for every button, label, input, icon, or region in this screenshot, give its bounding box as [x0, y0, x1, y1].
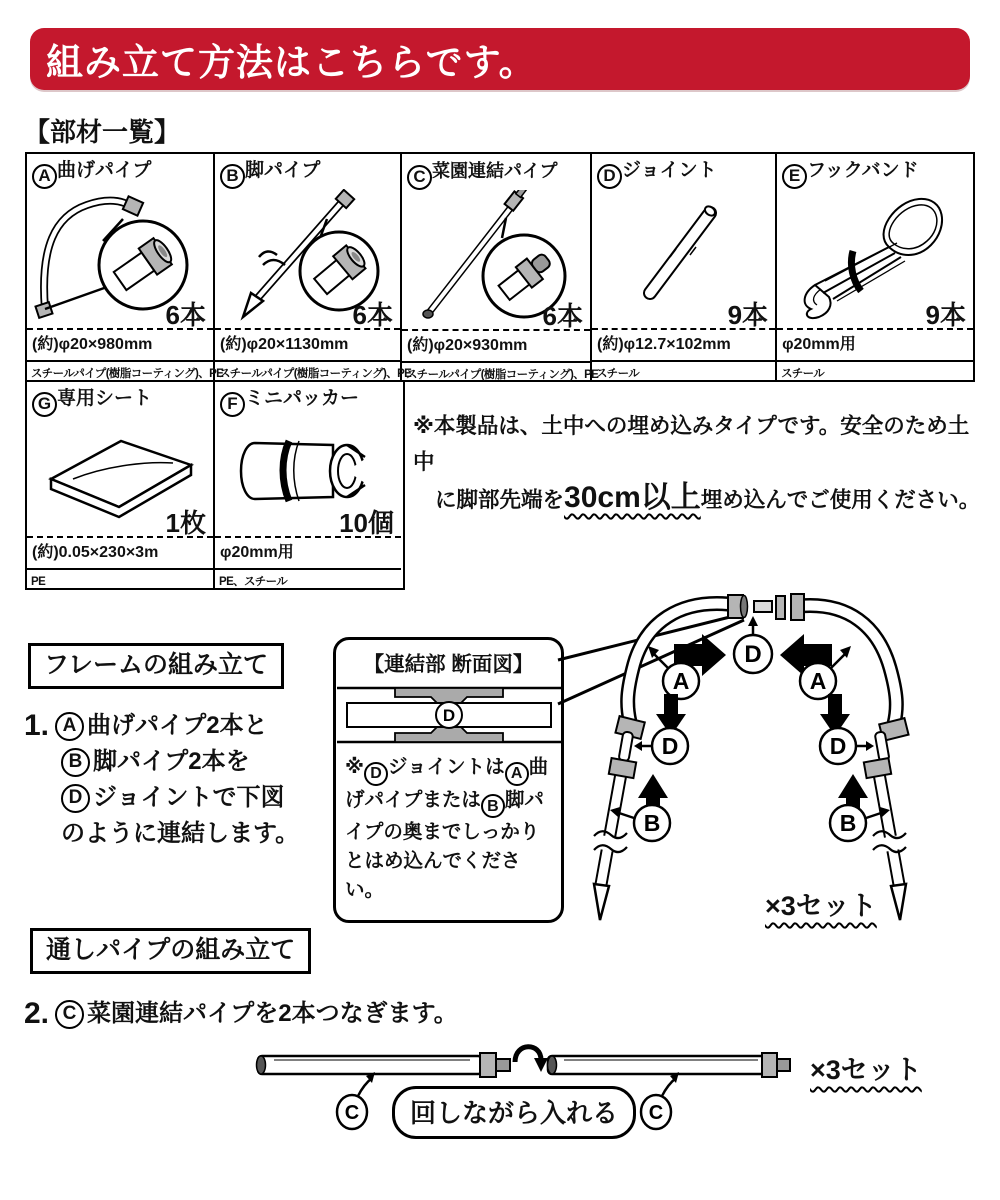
step1-number: 1.: [24, 709, 50, 742]
frame-step1: [24, 708, 299, 852]
arch-mid-d-label-left: D: [661, 733, 679, 759]
part-e-material: スチール: [777, 360, 973, 386]
parts-table-row2: [25, 380, 405, 590]
parts-table-row1: [25, 152, 975, 382]
page-title-banner: [30, 28, 970, 90]
arch-b-label-left: B: [643, 810, 661, 836]
part-c-qty: 6本: [542, 300, 583, 331]
step2-letter-c: C: [55, 1000, 84, 1029]
cs-note-letter-d: D: [364, 762, 388, 786]
part-d-header: [592, 154, 775, 189]
part-cell-e: [777, 154, 973, 380]
part-g-spec: (約)0.05×230×3m: [27, 536, 213, 568]
part-a-name: 曲げパイプ: [57, 160, 152, 181]
part-cell-f: [215, 382, 401, 588]
part-c-header: [402, 154, 590, 190]
part-cell-g: [27, 382, 215, 588]
part-letter-f: F: [220, 392, 245, 417]
part-cell-a: [27, 154, 224, 380]
frame-sets-label: ×3セット: [765, 891, 877, 921]
pipe-c-label-right: C: [648, 1102, 664, 1124]
frame-section-heading: フレームの組み立て: [28, 643, 284, 689]
bury-note-depth: 30cm以上: [564, 481, 701, 514]
page-title: 組み立て方法はこちらです。: [46, 42, 537, 83]
parts-list-title: 【部材一覧】: [24, 117, 181, 147]
rotate-instruction-box: 回しながら入れる: [392, 1086, 636, 1139]
part-c-name: 菜園連結パイプ: [432, 161, 558, 181]
part-letter-c: C: [407, 165, 432, 190]
arch-mid-d-label-right: D: [829, 733, 847, 759]
part-d-material: スチール: [592, 360, 775, 386]
bury-note-post: 埋め込んでご使用ください。: [700, 488, 981, 512]
part-b-spec: (約)φ20×1130mm: [215, 328, 400, 360]
part-d-name: ジョイント: [622, 160, 717, 181]
bury-note-line2: [413, 480, 988, 518]
part-e-qty: 9本: [925, 299, 966, 330]
step1-line3: ジョイントで下図: [93, 784, 285, 811]
cross-section-note: [336, 747, 561, 905]
through-sets-label: ×3セット: [810, 1055, 922, 1085]
part-cell-c: [402, 154, 599, 381]
part-cell-d: [592, 154, 777, 380]
step1-letter-d: D: [61, 784, 90, 813]
part-a-qty: 6本: [165, 299, 206, 330]
arch-b-label-right: B: [839, 810, 857, 836]
cross-section-title: 【連結部 断面図】: [363, 653, 534, 676]
part-f-qty: 10個: [339, 507, 394, 538]
step2-text: 菜園連結パイプを2本つなぎます。: [87, 1000, 458, 1027]
arch-a-label-left: A: [672, 668, 690, 694]
part-f-header: [215, 382, 401, 417]
part-d-spec: (約)φ12.7×102mm: [592, 328, 775, 360]
cs-note-letter-a: A: [505, 762, 529, 786]
step1-line1: 曲げパイプ2本と: [87, 712, 268, 739]
part-a-spec: (約)φ20×980mm: [27, 328, 213, 360]
joint-cross-section-diagram: [337, 683, 561, 747]
step2-number: 2.: [24, 997, 50, 1030]
part-c-material: スチールパイプ(樹脂コーティング)、PE: [402, 361, 590, 387]
part-d-qty: 9本: [727, 299, 769, 330]
step1-letter-a: A: [55, 712, 84, 741]
cs-note-seg1: ※: [345, 756, 364, 778]
bury-note-pre: に脚部先端を: [435, 488, 565, 512]
part-cell-b: [215, 154, 412, 380]
part-letter-b: B: [220, 164, 245, 189]
joint-cross-section-box: [333, 637, 564, 923]
arch-assembly-diagram: [560, 588, 1000, 933]
arch-a-label-right: A: [809, 668, 827, 694]
part-letter-d: D: [597, 164, 622, 189]
part-f-spec: φ20mm用: [215, 536, 401, 568]
part-e-name: フックバンド: [807, 160, 919, 181]
part-e-spec: φ20mm用: [777, 328, 973, 360]
part-letter-g: G: [32, 392, 57, 417]
part-b-header: [215, 154, 400, 189]
part-f-name: ミニパッカー: [245, 388, 360, 409]
part-letter-e: E: [782, 164, 807, 189]
step1-line4: のように連結します。: [61, 820, 300, 847]
through-section-heading: 通しパイプの組み立て: [30, 928, 311, 974]
pipe-c-label-left: C: [344, 1102, 360, 1124]
step1-line2: 脚パイプ2本を: [93, 748, 250, 775]
through-step2: [24, 996, 458, 1032]
part-c-spec: (約)φ20×930mm: [402, 329, 590, 361]
arch-top-d-label: D: [744, 641, 762, 668]
part-g-material: PE: [27, 568, 213, 594]
part-g-header: [27, 382, 213, 417]
part-g-qty: 1枚: [165, 507, 206, 538]
part-letter-a: A: [32, 164, 57, 189]
part-a-header: [27, 154, 213, 189]
part-a-material: スチールパイプ(樹脂コーティング)、PE: [27, 360, 213, 386]
bury-note: [413, 408, 988, 518]
cs-note-seg2: ジョイントは: [387, 756, 505, 778]
part-e-header: [777, 154, 973, 189]
part-b-material: スチールパイプ(樹脂コーティング)、PE: [215, 360, 400, 386]
step1-letter-b: B: [61, 748, 90, 777]
cs-note-seg3: 曲げパイプまたは: [345, 756, 549, 811]
cross-section-d-label: D: [442, 706, 455, 725]
part-b-qty: 6本: [352, 299, 393, 330]
part-b-name: 脚パイプ: [245, 160, 321, 181]
part-f-material: PE、スチール: [215, 568, 401, 594]
cs-note-letter-b: B: [481, 794, 505, 818]
cs-note-seg4: 脚パイプの奥までしっかりとはめ込んでください。: [345, 788, 544, 901]
part-g-name: 専用シート: [57, 388, 153, 409]
bury-note-line1: ※本製品は、土中への埋め込みタイプです。安全のため土中: [413, 414, 970, 474]
